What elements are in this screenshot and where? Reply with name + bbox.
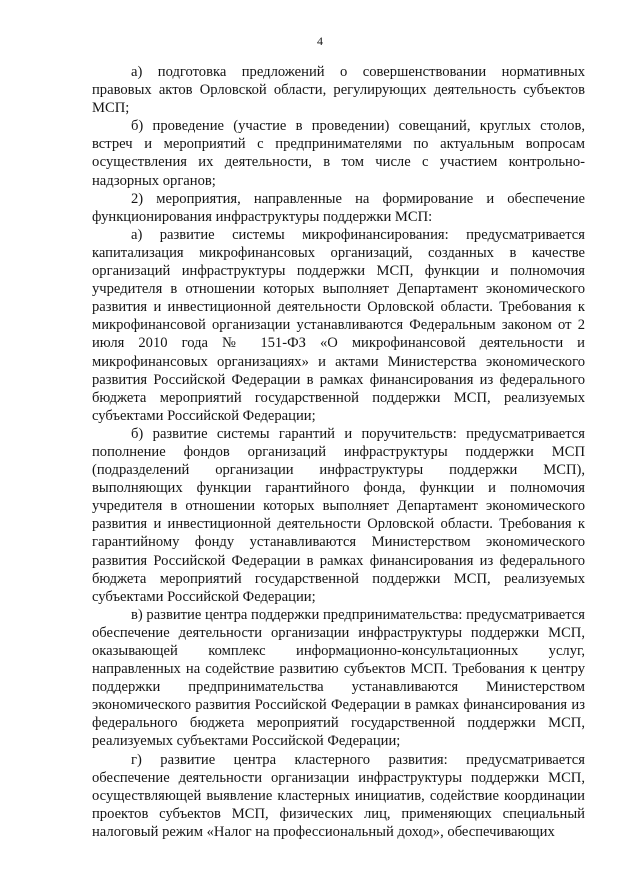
paragraph-a-proposals: а) подготовка предложений о совершенствовании нормативных правовых актов Орловской области, регулирующих деятельность субъектов МСП; bbox=[92, 64, 585, 117]
paragraph-a-microfinance: а) развитие системы микрофинансирования: предусматривается капитализация микрофинансовых организаций, созданных в качестве организаций инфраструктуры поддержки МСП, функции и полномочия учредителя в отношении которых выполняет Департамент экономического развития и инвестиционной деятельности Орловской области. Требования к микрофинансовой организации устанавливаются Федеральным законом от 2 июля 2010 года № 151-ФЗ «О микрофинансовой деятельности и микрофинансовых организациях» и актами Министерства экономического развития Российской Федерации в рамках финансирования из федерального бюджета мероприятий государственной поддержки МСП, реализуемых субъектами Российской Федерации; bbox=[92, 226, 585, 424]
paragraph-g-cluster-center: г) развитие центра кластерного развития: предусматривается обеспечение деятельности организации инфраструктуры поддержки МСП, осуществляющей выявление кластерных инициатив, содействие координации проектов субъектов МСП, физических лиц, применяющих специальный налоговый режим «Налог на профессиональный доход», обеспечивающих bbox=[92, 751, 585, 840]
paragraph-2-infrastructure: 2) мероприятия, направленные на формирование и обеспечение функционирования инфраструктуры поддержки МСП: bbox=[92, 190, 585, 225]
paragraph-v-support-center: в) развитие центра поддержки предпринимательства: предусматривается обеспечение деятельности организации инфраструктуры поддержки МСП, оказывающей комплекс информационно-консультационных услуг, направленных на содействие развитию субъектов МСП. Требования к центру поддержки предпринимательства устанавливаются Министерством экономического развития Российской Федерации в рамках финансирования из федерального бюджета мероприятий государственной поддержки МСП, реализуемых субъектами Российской Федерации; bbox=[92, 606, 585, 750]
paragraph-b-guarantees: б) развитие системы гарантий и поручительств: предусматривается пополнение фондов организаций инфраструктуры поддержки МСП (подразделений организации инфраструктуры поддержки МСП), выполняющих функции гарантийного фонда, функции и полномочия учредителя в отношении которых выполняет Департамент экономического развития и инвестиционной деятельности Орловской области. Требования к гарантийному фонду устанавливаются Министерством экономического развития Российской Федерации в рамках финансирования из федерального бюджета мероприятий государственной поддержки МСП, реализуемых субъектами Российской Федерации; bbox=[92, 425, 585, 605]
paragraph-b-meetings: б) проведение (участие в проведении) совещаний, круглых столов, встреч и мероприятий с предпринимателями по актуальным вопросам осуществления их деятельности, в том числе с участием контрольно-надзорных органов; bbox=[92, 118, 585, 189]
document-body bbox=[92, 63, 585, 841]
page-number: 4 bbox=[317, 34, 323, 48]
